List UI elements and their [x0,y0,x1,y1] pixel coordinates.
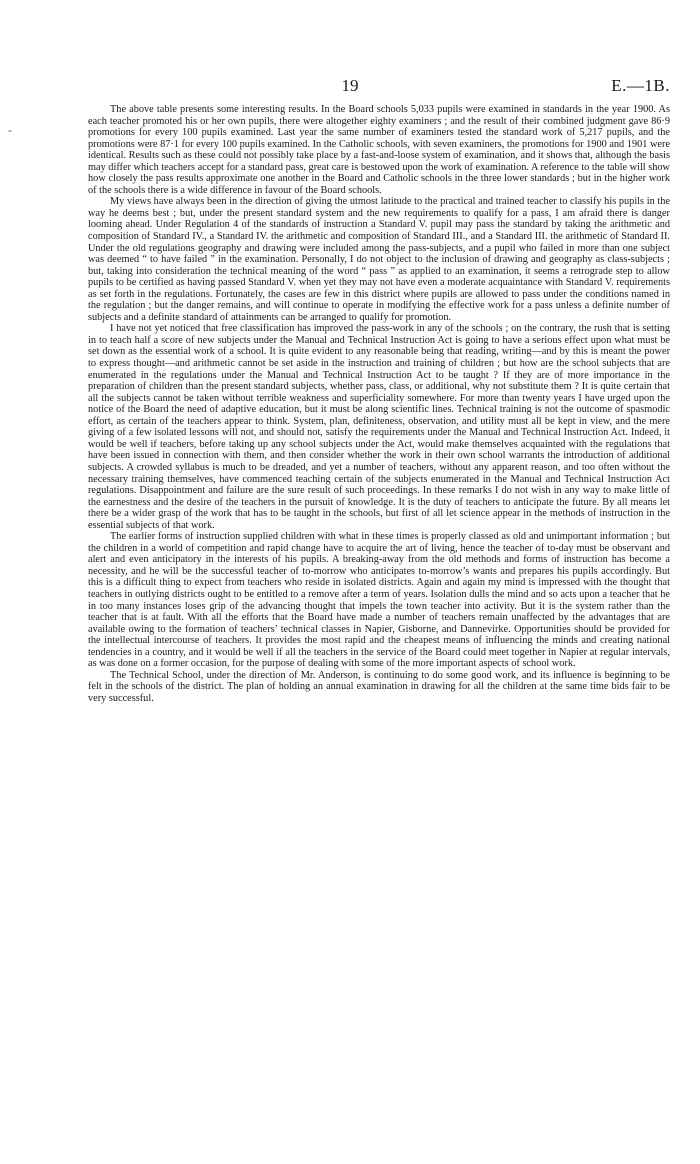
paragraph-free-classification: I have not yet noticed that free classification has improved the pass-work in any of the schools ; on the contrary, the rush that is setting in to teach half a score of new subjects under the Manual and Technical Instruction Act is going to have a serious effect upon what must be set down as the essential work of a school. It is quite evident to any reasonable being that reading, writing—and by this is meant the power to express thought—and arithmetic cannot be set aside in the instruction and training of children ; but how are the school subjects that are enumerated in the regulations under the Manual and Technical Instruction Act to be taught ? If they are of more importance in the preparation of children than the present standard subjects, whether pass, class, or additional, why not substitute them ? It is quite certain that all the subjects cannot be taken without terrible weakness and superficiality somewhere. For more than twenty years I have urged upon the notice of the Board the need of adaptive education, but it must be along scientific lines. Technical training is not the outcome of spasmodic effort, as certain of the teachers appear to think. System, plan, definiteness, observation, and utility must all be kept in view, and the mere giving of a few isolated lessons will not, and should not, satisfy the requirements under the Manual and Technical Instruction Act. Indeed, it would be well if teachers, before taking up any school subjects under the Act, would make themselves acquainted with the regulations that have been issued in connection with them, and then consider whether the work in their own school warrants the introduction of additional subjects. A crowded syllabus is much to be dreaded, and yet a number of teachers, without any apparent reason, and too often without the necessary training themselves, have commenced teaching certain of the subjects enumerated in the Manual and Technical Instruction Act regulations. Disappointment and failure are the sure result of such proceedings. In these remarks I do not wish in any way to make little of the earnestness and the desire of the teachers in the pursuit of knowledge. It is the duty of teachers to anticipate the future. By all means let there be a wider grasp of the work that has to be taught in the schools, but first of all let science appear in the methods of instruction in the essential subjects of that work. [88,323,670,531]
page-number: 19 [341,76,359,95]
paragraph-classification-views: My views have always been in the direction of giving the utmost latitude to the practical and trained teacher to classify his pupils in the way he deems best ; but, under the present standard system and the new requirements to qualify for a pass, I am afraid there is danger looming ahead. Under Regulation 4 of the standards of instruction a Standard V. pupil may pass the standard by taking the arithmetic and composition of Standard IV., a Standard IV. the arithmetic and composition of Standard III., and a Standard III. the arithmetic of Standard II. Under the old regulations geography and drawing were included among the pass-subjects, and a pupil who failed in more than one subject was deemed “ to have failed ” in the examination. Personally, I do not object to the inclusion of drawing and geography as class-subjects ; but, taking into consideration the technical meaning of the word “ pass ” as applied to an examination, it seems a retrograde step to allow pupils to be certified as having passed Standard V. when yet they may not have even a moderate acquaintance with Standard V. requirements as set forth in the regulations. Fortunately, the cases are few in this district where pupils are allowed to pass under the conditions named in the regulation ; but the danger remains, and will continue to operate in modifying the effective work for a pass unless a definite number of subjects and a definite standard of attainments can be arranged to qualify for promotion. [88,196,670,323]
body-text [88,104,670,704]
paragraph-earlier-instruction: The earlier forms of instruction supplied children with what in these times is properly classed as old and unimportant information ; but the children in a world of competition and rapid change have to acquire the art of living, hence the teacher of to-day must be observant and alert and even anticipatory in the interests of his pupils. A breaking-away from the old methods and forms of instruction has become a necessity, and he will be the successful teacher of to-morrow who anticipates to-morrow’s wants and prepares his pupils accordingly. But this is a difficult thing to expect from teachers who reside in isolated districts. Again and again my mind is impressed with the thought that teachers in outlying districts ought to be entitled to a remove after a term of years. Isolation dulls the mind and so acts upon a teacher that he in too many instances loses grip of the advancing thought that impels the town teacher into activity. But it is the system rather than the teacher that is at fault. With all the efforts that the Board have made a number of teachers remain unaffected by the advantages that are available owing to the formation of teachers’ technical classes in Napier, Gisborne, and Dannevirke. Opportunities should be provided for the intellectual intercourse of teachers. It provides the most rapid and the cheapest means of influencing the minds and creating national tendencies in a country, and it would be well if all the teachers in the service of the Board could meet together in Napier at regular intervals, as was done on a former occasion, for the purpose of dealing with some of the more important aspects of school work. [88,531,670,670]
series-code: E.—1B. [611,76,670,95]
margin-mark: - [8,123,12,137]
paragraph-exam-results: The above table presents some interesting results. In the Board schools 5,033 pupils were examined in standards in the year 1900. As each teacher promoted his or her own pupils, there were altogether eighty examiners ; and the result of their combined judgment gave 86·9 promotions for every 100 pupils examined. Last year the same number of examiners tested the standard work of 5,217 pupils, and the promotions were 87·1 for every 100 pupils examined. In the Catholic schools, with seven examiners, the promotions for 1900 and 1901 were identical. Results such as these could not possibly take place by a fast-and-loose system of examination, and it shows that, although the basis may differ which teachers accept for a standard pass, great care is bestowed upon the work of examination. A reference to the table will show how closely the pass results approximate one another in the Board and Catholic schools in the three lower standards ; but in the higher work of the schools there is a wide difference in favour of the Board schools. [88,104,670,196]
page-header [0,76,700,98]
paragraph-technical-school: The Technical School, under the direction of Mr. Anderson, is continuing to do some good work, and its influence is beginning to be felt in the schools of the district. The plan of holding an annual examination in drawing for all the children at the same time bids fair to be very successful. [88,669,670,704]
